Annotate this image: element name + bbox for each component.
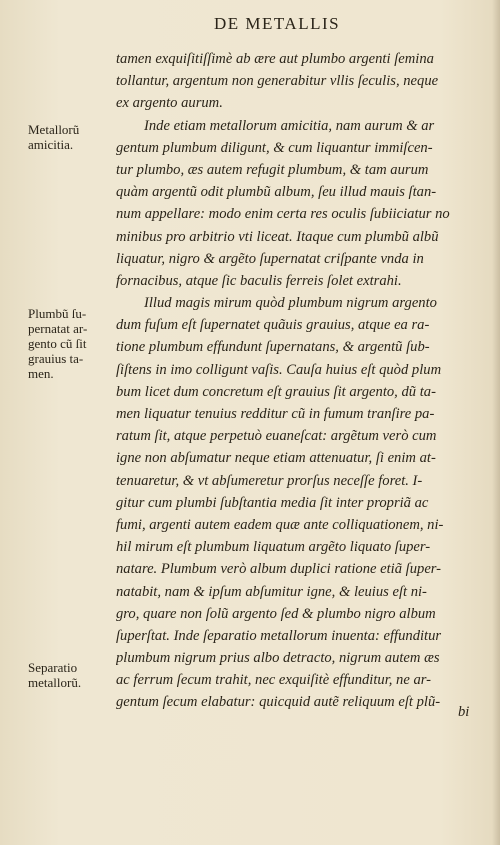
text-line: Inde etiam metallorum amicitia, nam aurum & ar — [144, 117, 435, 134]
text-line: plumbum nigrum prius albo detracto, nigrum autem æs — [116, 650, 440, 667]
text-line: ſuperſtat. Inde ſeparatio metallorum inuenta: effunditur — [116, 627, 442, 644]
text-line: tollantur, argentum non generabitur vllis ſeculis, neque — [116, 73, 439, 90]
text-line: gentum ſecum elabatur: quicquid autẽ reliquum eſt plũ- — [116, 694, 441, 711]
text-line: gro, quare non ſolũ argento ſed & plumbo nigro album — [116, 605, 436, 622]
text-line: igne non abſumatur neque etiam attenuatur, ſi enim at- — [116, 450, 436, 467]
text-line: ac ferrum ſecum trahit, nec exquiſitè effunditur, ne ar- — [116, 672, 432, 689]
text-line: quàm argentũ odit plumbũ album, ſeu illud mauis ſtan- — [116, 184, 437, 201]
text-line: Illud magis mirum quòd plumbum nigrum argento — [144, 295, 437, 312]
margin-note-separatio: Separatio metallorũ. — [28, 660, 82, 690]
text-line: tione plumbum effundunt ſupernatans, & argentũ ſub- — [116, 339, 430, 356]
text-line: dum fuſum eſt ſupernatet quãuis grauius, atque ea ra- — [116, 317, 430, 334]
text-line: ratum ſit, atque perpetuò euaneſcat: argẽtum verò cum — [116, 428, 437, 445]
text-line: fumi, argenti autem eadem quæ ante colliquationem, ni- — [116, 516, 444, 533]
text-line: hil mirum eſt plumbum liquatum argẽto liquato ſuper- — [116, 539, 431, 556]
text-line: tur plumbo, æs autem refugit plumbum, & tam aurum — [116, 161, 429, 178]
text-line: fornacibus, atque ſic baculis ferreis ſolet extrahi. — [116, 272, 402, 289]
text-line: minibus pro arbitrio vti liceat. Itaque cum plumbũ albũ — [116, 228, 439, 245]
text-line: men liquatur tenuius redditur cũ in fumum tranſire pa- — [116, 406, 435, 422]
running-head: DE METALLIS — [214, 14, 341, 33]
text-line: liquatur, nigro & argẽto ſupernatat criſpante vnda in — [116, 250, 424, 267]
page-edge-shadow — [492, 0, 500, 845]
text-line: gentum plumbum diligunt, & cum liquantur immiſcen- — [116, 139, 433, 156]
text-line: ex argento aurum. — [116, 95, 223, 112]
catchword: bi — [458, 704, 470, 720]
text-line: tamen exquiſitiſſimè ab ære aut plumbo argenti ſemina — [116, 51, 434, 67]
text-line: natabit, nam & ipſum abſumitur igne, & leuius eſt ni- — [116, 583, 427, 600]
body-text — [116, 48, 488, 714]
text-line: gitur cum plumbi ſubſtantia media ſit inter propriã ac — [116, 494, 429, 511]
text-line: bum licet dum concretum eſt grauius ſit argento, dũ ta- — [116, 383, 436, 400]
text-line: num appellare: modo enim certa res oculis ſubiiciatur no — [116, 206, 450, 223]
text-line: ſiſtens in imo colligunt vaſis. Cauſa huius eſt quòd plum — [116, 361, 442, 378]
text-line: tenuaretur, & vt abſumeretur prorſus neceſſe foret. I- — [116, 472, 423, 489]
margin-note-amicitia: Metallorũ amicitia. — [28, 122, 80, 152]
text-line: natare. Plumbum verò album duplici ratione etiã ſuper- — [116, 561, 442, 578]
margin-note-plumbum: Plumbũ ſu- pernatat ar- gento cũ ſit grauius ta- men. — [28, 306, 88, 381]
